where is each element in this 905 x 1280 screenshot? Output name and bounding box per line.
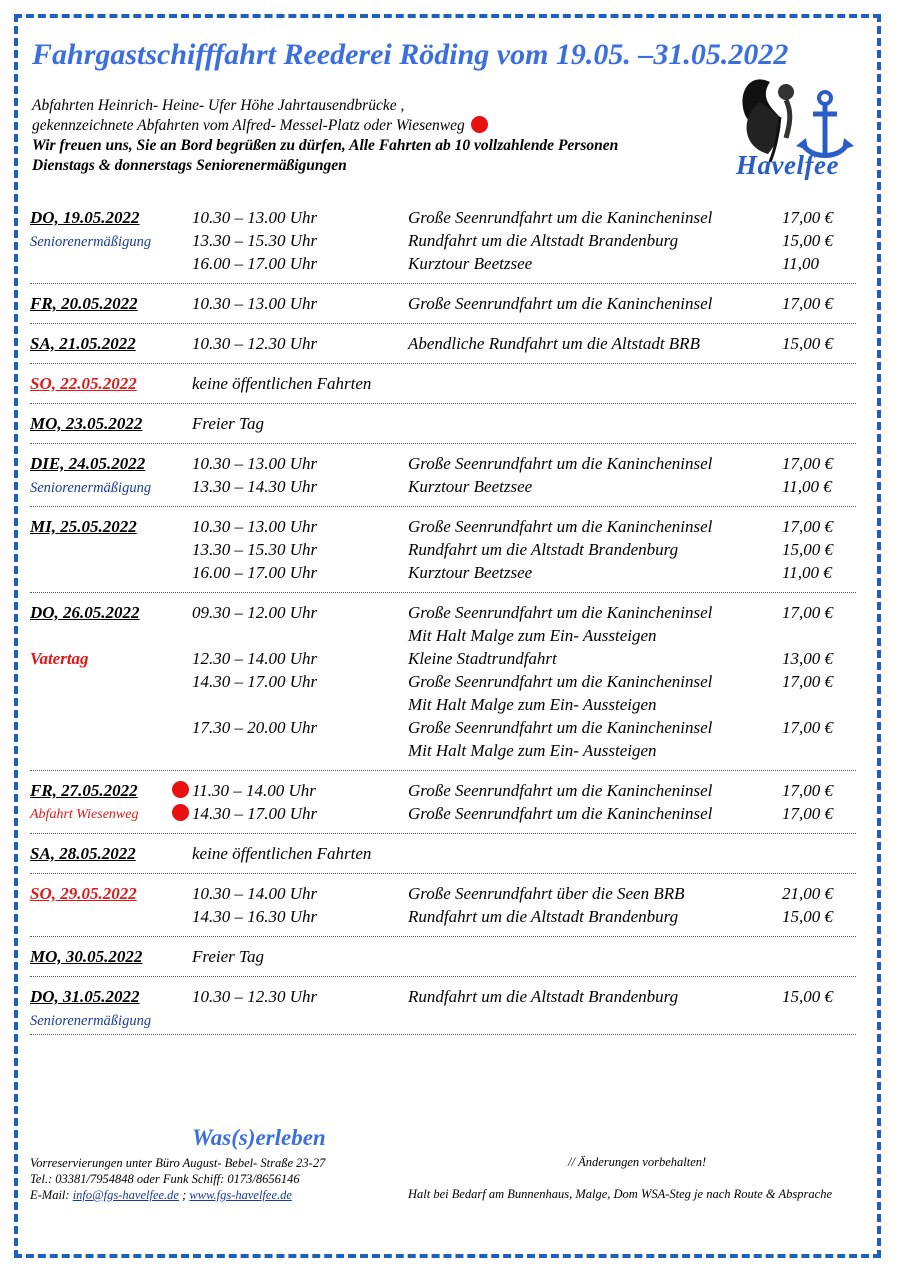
trip-row [30, 454, 856, 477]
trip-price: 17,00 € [782, 804, 833, 823]
trip-row [30, 741, 856, 764]
trip-price: 11,00 € [782, 563, 832, 582]
schedule [30, 206, 856, 1043]
day-label: SA, 28.05.2022 [30, 844, 136, 863]
trip-note: Abfahrt Wiesenweg [30, 807, 139, 822]
day-label: DO, 26.05.2022 [30, 603, 140, 622]
trip-time: 10.30 – 13.00 Uhr [192, 454, 318, 473]
day-label: MO, 23.05.2022 [30, 414, 143, 433]
day-block [30, 292, 856, 324]
intro-line-marked-text: gekennzeichnete Abfahrten vom Alfred- Messel-Platz oder Wiesenweg [32, 117, 465, 134]
trip-price: 17,00 € [782, 208, 833, 227]
trip-time: 13.30 – 15.30 Uhr [192, 231, 318, 250]
trip-time: Freier Tag [192, 947, 264, 966]
trip-description: Rundfahrt um die Altstadt Brandenburg [408, 907, 679, 926]
website-link[interactable]: www.fgs-havelfee.de [189, 1188, 292, 1202]
trip-row [30, 208, 856, 231]
day-block [30, 515, 856, 593]
stops-note: Halt bei Bedarf am Bunnenhaus, Malge, Dom WSA-Steg je nach Route & Absprache [408, 1187, 832, 1201]
trip-description: Kurztour Beetzsee [408, 254, 533, 273]
trip-row [30, 907, 856, 930]
trip-row [30, 563, 856, 586]
intro-line-marked [32, 116, 618, 136]
trip-time: 10.30 – 12.30 Uhr [192, 334, 318, 353]
day-block [30, 779, 856, 834]
trip-row [30, 672, 856, 695]
slogan: Was(s)erleben [192, 1125, 326, 1150]
trip-time: 12.30 – 14.00 Uhr [192, 649, 318, 668]
day-label: SO, 22.05.2022 [30, 374, 137, 393]
trip-time: 11.30 – 14.00 Uhr [192, 781, 316, 800]
trip-time: 09.30 – 12.00 Uhr [192, 603, 318, 622]
trip-time: Freier Tag [192, 414, 264, 433]
trip-time: 10.30 – 13.00 Uhr [192, 517, 318, 536]
trip-price: 15,00 € [782, 907, 833, 926]
day-block [30, 332, 856, 364]
trip-description: Rundfahrt um die Altstadt Brandenburg [408, 540, 679, 559]
intro-line-welcome: Wir freuen uns, Sie an Bord begrüßen zu dürfen, Alle Fahrten ab 10 vollzahlende Personen [32, 137, 619, 154]
day-label: DO, 31.05.2022 [30, 987, 140, 1006]
changes-note: // Änderungen vorbehalten! [568, 1155, 707, 1169]
trip-note: Vatertag [30, 649, 89, 668]
day-block [30, 882, 856, 937]
day-block [30, 945, 856, 977]
trip-price: 11,00 € [782, 477, 832, 496]
trip-row [30, 626, 856, 649]
day-label: DO, 19.05.2022 [30, 208, 140, 227]
trip-description: Abendliche Rundfahrt um die Altstadt BRB [408, 334, 700, 353]
trip-description: Große Seenrundfahrt um die Kanincheninsel [408, 718, 713, 737]
day-block [30, 206, 856, 284]
day-label: SO, 29.05.2022 [30, 884, 137, 903]
trip-description: Mit Halt Malge zum Ein- Aussteigen [408, 695, 657, 714]
day-label: MO, 30.05.2022 [30, 947, 143, 966]
trip-price: 17,00 € [782, 603, 833, 622]
day-block [30, 842, 856, 874]
trip-price: 15,00 € [782, 540, 833, 559]
trip-description: Große Seenrundfahrt um die Kanincheninsel [408, 603, 713, 622]
trip-row [30, 987, 856, 1010]
trip-description: Große Seenrundfahrt um die Kanincheninsel [408, 672, 713, 691]
trip-price: 17,00 € [782, 517, 833, 536]
trip-time: 14.30 – 16.30 Uhr [192, 907, 318, 926]
day-label: FR, 20.05.2022 [30, 294, 138, 313]
trip-row [30, 695, 856, 718]
logo-text: Havelfee [736, 150, 839, 180]
trip-description: Mit Halt Malge zum Ein- Aussteigen [408, 741, 657, 760]
trip-row [30, 374, 856, 397]
trip-description: Kurztour Beetzsee [408, 477, 533, 496]
trip-row [30, 231, 856, 254]
trip-time: 13.30 – 15.30 Uhr [192, 540, 318, 559]
day-label: MI, 25.05.2022 [30, 517, 137, 536]
trip-time: 13.30 – 14.30 Uhr [192, 477, 318, 496]
trip-description: Kleine Stadtrundfahrt [408, 649, 557, 668]
page-title: Fahrgastschifffahrt Reederei Röding vom 19.05. –31.05.2022 [32, 38, 789, 71]
trip-time: 17.30 – 20.00 Uhr [192, 718, 318, 737]
intro-line-seniors: Dienstags & donnerstags Seniorenermäßigungen [32, 157, 347, 174]
day-block [30, 452, 856, 507]
trip-price: 17,00 € [782, 672, 833, 691]
trip-row [30, 603, 856, 626]
trip-description: Mit Halt Malge zum Ein- Aussteigen [408, 626, 657, 645]
email-prefix: E-Mail: [30, 1188, 73, 1202]
trip-description: Große Seenrundfahrt um die Kanincheninsel [408, 208, 713, 227]
trip-time: 10.30 – 14.00 Uhr [192, 884, 318, 903]
day-block [30, 601, 856, 771]
day-note: Seniorenermäßigung [30, 1013, 152, 1029]
trip-description: Rundfahrt um die Altstadt Brandenburg [408, 987, 679, 1006]
footer-contact [30, 1187, 292, 1203]
intro [32, 96, 618, 176]
trip-time: 10.30 – 13.00 Uhr [192, 294, 318, 313]
trip-row [30, 540, 856, 563]
trip-time: keine öffentlichen Fahrten [192, 844, 372, 863]
trip-row [30, 947, 856, 970]
trip-row [30, 414, 856, 437]
trip-price: 17,00 € [782, 781, 833, 800]
trip-row [30, 477, 856, 500]
trip-time: 10.30 – 13.00 Uhr [192, 208, 318, 227]
footer-reservation: Vorreservierungen unter Büro August- Bebel- Straße 23-27 [30, 1156, 326, 1170]
day-block [30, 985, 856, 1035]
link-separator: ; [178, 1188, 190, 1202]
trip-description: Große Seenrundfahrt um die Kanincheninsel [408, 781, 713, 800]
day-label: DIE, 24.05.2022 [30, 454, 146, 473]
trip-row [30, 804, 856, 827]
day-note: Seniorenermäßigung [30, 234, 152, 250]
footer-phone: Tel.: 03381/7954848 oder Funk Schiff: 0173/8656146 [30, 1172, 300, 1186]
trip-row [30, 884, 856, 907]
trip-row [30, 294, 856, 317]
trip-price: 21,00 € [782, 884, 833, 903]
trip-price: 17,00 € [782, 454, 833, 473]
trip-price: 15,00 € [782, 334, 833, 353]
email-link[interactable]: info@fgs-havelfee.de [72, 1188, 179, 1202]
day-label: SA, 21.05.2022 [30, 334, 136, 353]
trip-price: 11,00 [782, 254, 819, 273]
trip-row [30, 718, 856, 741]
trip-time: 14.30 – 17.00 Uhr [192, 804, 318, 823]
trip-description: Große Seenrundfahrt um die Kanincheninsel [408, 294, 713, 313]
trip-row [30, 649, 856, 672]
trip-description: Große Seenrundfahrt um die Kanincheninsel [408, 804, 713, 823]
trip-description: Rundfahrt um die Altstadt Brandenburg [408, 231, 679, 250]
trip-row [30, 334, 856, 357]
trip-row [30, 1010, 856, 1028]
trip-description: Kurztour Beetzsee [408, 563, 533, 582]
day-block [30, 372, 856, 404]
trip-time: keine öffentlichen Fahrten [192, 374, 372, 393]
trip-description: Große Seenrundfahrt über die Seen BRB [408, 884, 685, 903]
intro-line-departure: Abfahrten Heinrich- Heine- Ufer Höhe Jahrtausendbrücke , [32, 97, 405, 114]
red-dot-icon [172, 781, 189, 798]
trip-row [30, 517, 856, 540]
trip-row [30, 781, 856, 804]
red-dot-icon [471, 116, 488, 133]
trip-price: 13,00 € [782, 649, 833, 668]
red-dot-icon [172, 804, 189, 821]
trip-price: 15,00 € [782, 987, 833, 1006]
day-label: FR, 27.05.2022 [30, 781, 138, 800]
trip-price: 17,00 € [782, 718, 833, 737]
day-note: Seniorenermäßigung [30, 480, 152, 496]
trip-time: 14.30 – 17.00 Uhr [192, 672, 318, 691]
trip-row [30, 254, 856, 277]
trip-description: Große Seenrundfahrt um die Kanincheninsel [408, 517, 713, 536]
trip-row [30, 844, 856, 867]
day-block [30, 412, 856, 444]
trip-time: 16.00 – 17.00 Uhr [192, 563, 318, 582]
trip-time: 16.00 – 17.00 Uhr [192, 254, 318, 273]
trip-price: 15,00 € [782, 231, 833, 250]
trip-description: Große Seenrundfahrt um die Kanincheninsel [408, 454, 713, 473]
trip-time: 10.30 – 12.30 Uhr [192, 987, 318, 1006]
trip-price: 17,00 € [782, 294, 833, 313]
